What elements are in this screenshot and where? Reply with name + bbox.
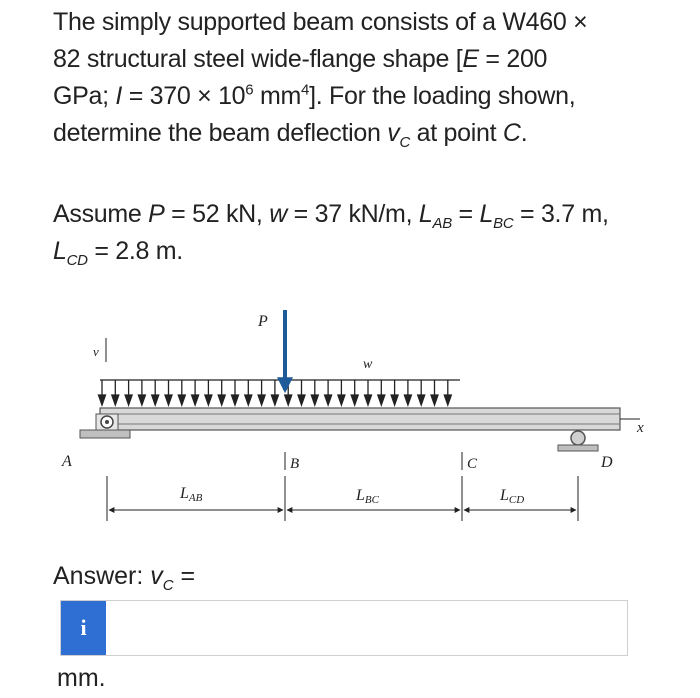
dim-label-LCD: LCD xyxy=(500,487,525,506)
problem-statement xyxy=(53,4,653,152)
load-arrowhead xyxy=(365,395,372,405)
label-P: P xyxy=(258,313,268,330)
load-arrowhead xyxy=(112,395,119,405)
symbol-C: C xyxy=(502,119,521,147)
load-arrowhead xyxy=(378,395,385,405)
text: determine the beam deflection xyxy=(53,119,388,147)
text: = 200 xyxy=(478,45,548,73)
load-arrowhead xyxy=(311,395,318,405)
text: 82 structural steel wide-flange shape [ xyxy=(53,45,463,73)
dim-label-LBC: LBC xyxy=(356,487,379,506)
load-arrowhead xyxy=(338,395,345,405)
problem-line-4 xyxy=(53,115,653,152)
load-arrowhead xyxy=(444,395,451,405)
load-arrowhead xyxy=(218,395,225,405)
load-arrowhead xyxy=(138,395,145,405)
text: Assume xyxy=(53,200,149,228)
text: = xyxy=(173,562,196,590)
problem-line-1 xyxy=(53,4,653,41)
text: = 370 × 10 xyxy=(122,82,246,110)
load-arrowhead xyxy=(99,395,106,405)
symbol-L: L xyxy=(479,200,494,228)
load-arrowhead xyxy=(245,395,252,405)
load-arrowhead xyxy=(232,395,239,405)
load-arrowhead xyxy=(431,395,438,405)
label-A: A xyxy=(62,453,72,470)
symbol-L: L xyxy=(418,200,433,228)
dim-label-LAB: LAB xyxy=(180,485,203,504)
text: ]. For the loading shown, xyxy=(309,82,576,110)
load-arrowhead xyxy=(285,395,292,405)
load-arrowhead xyxy=(165,395,172,405)
subscript: BC xyxy=(493,215,514,232)
beam xyxy=(100,408,620,430)
symbol-P: P xyxy=(148,200,165,228)
text: The simply supported beam consists of a W460 × xyxy=(53,8,588,36)
exponent: 6 xyxy=(245,81,254,99)
given-line-2 xyxy=(53,233,653,270)
symbol-v: v xyxy=(387,119,400,147)
label-D: D xyxy=(601,454,613,471)
load-arrowhead xyxy=(178,395,185,405)
label-B: B xyxy=(290,456,300,472)
label-C: C xyxy=(467,456,478,472)
load-arrowhead xyxy=(298,395,305,405)
label-w: w xyxy=(363,357,373,372)
symbol-v: v xyxy=(150,562,163,590)
text: at point xyxy=(410,119,503,147)
given-line-1 xyxy=(53,196,653,233)
text: GPa; xyxy=(53,82,116,110)
text: Answer: xyxy=(53,562,151,590)
text: mm xyxy=(253,82,302,110)
load-arrowhead xyxy=(418,395,425,405)
answer-unit: mm. xyxy=(57,664,106,692)
info-icon[interactable]: i xyxy=(61,601,106,655)
distributed-load xyxy=(99,380,461,405)
answer-label xyxy=(53,562,196,594)
load-arrowhead xyxy=(258,395,265,405)
text: = xyxy=(451,200,480,228)
text: = 37 kN/m, xyxy=(287,200,419,228)
answer-input[interactable] xyxy=(107,601,625,653)
subscript: CD xyxy=(66,252,88,269)
load-arrowhead xyxy=(125,395,132,405)
symbol-w: w xyxy=(269,200,287,228)
load-arrowhead xyxy=(192,395,199,405)
text: . xyxy=(520,119,528,147)
load-arrowhead xyxy=(271,395,278,405)
load-arrowhead xyxy=(152,395,159,405)
symbol-L: L xyxy=(53,237,67,265)
label-v: v xyxy=(93,344,99,359)
text: = 2.8 m. xyxy=(87,237,183,265)
problem-line-3 xyxy=(53,78,653,115)
given-values xyxy=(53,196,653,270)
symbol-I: I xyxy=(115,82,123,110)
load-arrowhead xyxy=(205,395,212,405)
roller-support-D xyxy=(558,431,598,451)
exponent: 4 xyxy=(301,81,310,99)
load-arrowhead xyxy=(325,395,332,405)
load-arrowhead xyxy=(404,395,411,405)
text: = 52 kN, xyxy=(164,200,270,228)
subscript: AB xyxy=(432,215,452,232)
label-x: x xyxy=(637,420,644,436)
beam-diagram xyxy=(60,296,650,526)
subscript: C xyxy=(162,577,174,594)
subscript: C xyxy=(399,134,411,151)
text: = 3.7 m, xyxy=(513,200,609,228)
load-arrowhead xyxy=(391,395,398,405)
problem-line-2 xyxy=(53,41,653,78)
symbol-E: E xyxy=(462,45,479,73)
answer-field-container xyxy=(60,600,628,656)
load-arrowhead xyxy=(351,395,358,405)
